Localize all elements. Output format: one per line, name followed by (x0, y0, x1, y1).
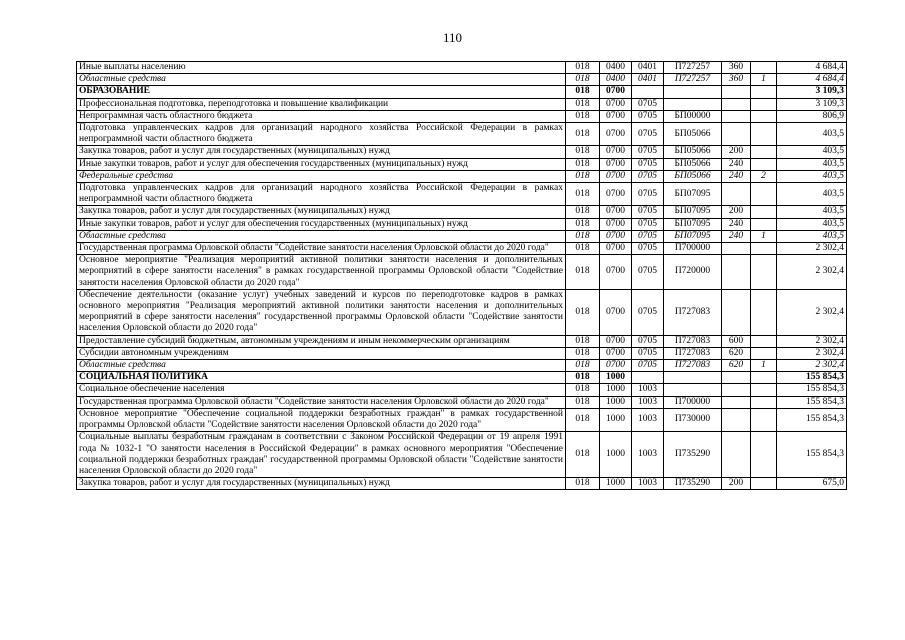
cell-ved: 018 (566, 62, 600, 74)
cell-rz: 1000 (600, 384, 632, 396)
cell-name: Социальные выплаты безработным гражданам в соответствии с Законом Российской Федерации от 19 апреля 1991 года № 1032-1 "О занятости населения в Российской Федерации" в рамках основного мероприятия "Обеспечение социальной поддержки безработных граждан" государственной программы Орловской области "Содействие занятости населения Орловской области до 2020 года" (77, 432, 566, 478)
table-row (77, 230, 847, 242)
cell-name: Социальное обеспечение населения (77, 384, 566, 396)
cell-pr: 0705 (632, 347, 664, 359)
cell-rz: 0700 (600, 183, 632, 206)
cell-name: Иные выплаты населению (77, 62, 566, 74)
cell-pr: 0705 (632, 170, 664, 182)
cell-pr: 0705 (632, 158, 664, 170)
cell-csr: БП05066 (664, 170, 722, 182)
cell-ved: 018 (566, 230, 600, 242)
cell-pr: 1003 (632, 396, 664, 408)
cell-vr: 240 (722, 158, 751, 170)
table-row (77, 183, 847, 206)
cell-sum: 155 854,3 (777, 372, 847, 384)
cell-pr: 0705 (632, 123, 664, 146)
cell-csr: П735290 (664, 432, 722, 478)
cell-ved: 018 (566, 218, 600, 230)
cell-csr: БП07095 (664, 206, 722, 218)
cell-rz: 0700 (600, 98, 632, 110)
table-row (77, 255, 847, 290)
cell-name: СОЦИАЛЬНАЯ ПОЛИТИКА (77, 372, 566, 384)
cell-csr: П730000 (664, 408, 722, 431)
cell-pr: 1003 (632, 408, 664, 431)
cell-rz: 0400 (600, 62, 632, 74)
cell-rz: 0700 (600, 86, 632, 98)
cell-vr: 240 (722, 218, 751, 230)
cell-rz: 0700 (600, 360, 632, 372)
cell-csr: БП07095 (664, 183, 722, 206)
cell-source (751, 218, 777, 230)
cell-sum: 155 854,3 (777, 384, 847, 396)
cell-sum: 806,9 (777, 110, 847, 122)
table-row (77, 347, 847, 359)
cell-vr: 200 (722, 146, 751, 158)
cell-rz: 0700 (600, 170, 632, 182)
cell-sum: 403,5 (777, 170, 847, 182)
cell-vr (722, 384, 751, 396)
cell-vr: 620 (722, 347, 751, 359)
table-row (77, 360, 847, 372)
cell-vr: 360 (722, 74, 751, 86)
cell-source (751, 86, 777, 98)
cell-ved: 018 (566, 432, 600, 478)
cell-sum: 2 302,4 (777, 347, 847, 359)
table-row (77, 289, 847, 335)
cell-pr: 1003 (632, 384, 664, 396)
cell-ved: 018 (566, 110, 600, 122)
cell-vr: 240 (722, 230, 751, 242)
cell-name: Непрограммная часть областного бюджета (77, 110, 566, 122)
cell-csr: БП05066 (664, 158, 722, 170)
cell-rz: 0700 (600, 146, 632, 158)
table-row (77, 98, 847, 110)
cell-sum: 4 684,4 (777, 74, 847, 86)
cell-source: 1 (751, 360, 777, 372)
cell-csr: П720000 (664, 255, 722, 290)
table-row (77, 170, 847, 182)
cell-name: Закупка товаров, работ и услуг для государственных (муниципальных) нужд (77, 206, 566, 218)
cell-csr (664, 86, 722, 98)
cell-vr (722, 289, 751, 335)
table-row (77, 74, 847, 86)
cell-source (751, 335, 777, 347)
cell-source: 1 (751, 230, 777, 242)
cell-source (751, 372, 777, 384)
cell-name: Иные закупки товаров, работ и услуг для обеспечения государственных (муниципальных) нужд (77, 158, 566, 170)
cell-rz: 0700 (600, 206, 632, 218)
cell-csr: БП07095 (664, 218, 722, 230)
table-row (77, 146, 847, 158)
cell-pr: 0705 (632, 206, 664, 218)
table-row (77, 335, 847, 347)
cell-sum: 3 109,3 (777, 98, 847, 110)
cell-pr: 0705 (632, 110, 664, 122)
cell-csr (664, 384, 722, 396)
table-row (77, 408, 847, 431)
cell-rz: 0700 (600, 218, 632, 230)
cell-vr (722, 110, 751, 122)
cell-rz: 1000 (600, 396, 632, 408)
cell-ved: 018 (566, 408, 600, 431)
cell-ved: 018 (566, 98, 600, 110)
page-number: 110 (442, 30, 463, 45)
cell-ved: 018 (566, 372, 600, 384)
cell-csr: БП05066 (664, 123, 722, 146)
cell-name: Государственная программа Орловской области "Содействие занятости населения Орловской области до 2020 года" (77, 243, 566, 255)
table-row (77, 218, 847, 230)
cell-vr: 600 (722, 335, 751, 347)
cell-csr: П700000 (664, 243, 722, 255)
cell-source (751, 110, 777, 122)
cell-sum: 403,5 (777, 206, 847, 218)
cell-sum: 403,5 (777, 183, 847, 206)
cell-name: Предоставление субсидий бюджетным, автономным учреждениям и иным некоммерческим организациям (77, 335, 566, 347)
cell-vr: 620 (722, 360, 751, 372)
cell-source (751, 396, 777, 408)
cell-source (751, 478, 777, 490)
cell-sum: 4 684,4 (777, 62, 847, 74)
cell-vr (722, 408, 751, 431)
cell-vr (722, 255, 751, 290)
table-row (77, 432, 847, 478)
cell-name: Основное мероприятие "Реализация мероприятий активной политики занятости населения и дополнительных мероприятий в сфере занятости населения" в рамках государственной программы Орловской области "Содействие занятости населения Орловской области до 2020 года" (77, 255, 566, 290)
cell-pr: 0705 (632, 183, 664, 206)
cell-csr (664, 372, 722, 384)
cell-csr: П735290 (664, 478, 722, 490)
cell-pr: 0705 (632, 360, 664, 372)
cell-rz: 1000 (600, 432, 632, 478)
table-row (77, 396, 847, 408)
cell-sum: 155 854,3 (777, 408, 847, 431)
cell-vr (722, 183, 751, 206)
table-row (77, 372, 847, 384)
cell-source: 2 (751, 170, 777, 182)
cell-vr (722, 396, 751, 408)
cell-csr: П727083 (664, 360, 722, 372)
cell-vr (722, 86, 751, 98)
cell-ved: 018 (566, 183, 600, 206)
cell-name: Федеральные средства (77, 170, 566, 182)
cell-source (751, 98, 777, 110)
cell-rz: 0700 (600, 110, 632, 122)
cell-rz: 0700 (600, 230, 632, 242)
cell-sum: 403,5 (777, 146, 847, 158)
cell-name: Областные средства (77, 74, 566, 86)
table-row (77, 478, 847, 490)
cell-ved: 018 (566, 158, 600, 170)
cell-name: Субсидии автономным учреждениям (77, 347, 566, 359)
cell-pr: 0401 (632, 62, 664, 74)
cell-ved: 018 (566, 347, 600, 359)
cell-source (751, 146, 777, 158)
cell-pr: 0705 (632, 243, 664, 255)
cell-pr: 0705 (632, 146, 664, 158)
cell-name: Государственная программа Орловской области "Содействие занятости населения Орловской области до 2020 года" (77, 396, 566, 408)
cell-name: Подготовка управленческих кадров для организаций народного хозяйства Российской Федерации в рамках непрограммной части областного бюджета (77, 123, 566, 146)
cell-pr: 1003 (632, 478, 664, 490)
cell-rz: 0700 (600, 347, 632, 359)
cell-ved: 018 (566, 478, 600, 490)
cell-rz: 1000 (600, 372, 632, 384)
cell-csr: БП00000 (664, 110, 722, 122)
cell-ved: 018 (566, 170, 600, 182)
cell-name: Профессиональная подготовка, переподготовка и повышение квалификации (77, 98, 566, 110)
cell-csr: П727257 (664, 62, 722, 74)
cell-name: Подготовка управленческих кадров для организаций народного хозяйства Российской Федерации в рамках непрограммной части областного бюджета (77, 183, 566, 206)
cell-vr (722, 243, 751, 255)
cell-sum: 675,0 (777, 478, 847, 490)
cell-ved: 018 (566, 206, 600, 218)
cell-csr: БП05066 (664, 146, 722, 158)
cell-vr: 360 (722, 62, 751, 74)
table-row (77, 86, 847, 98)
cell-vr (722, 432, 751, 478)
cell-ved: 018 (566, 255, 600, 290)
cell-source (751, 158, 777, 170)
cell-csr: БП07095 (664, 230, 722, 242)
cell-ved: 018 (566, 360, 600, 372)
cell-pr: 1003 (632, 432, 664, 478)
cell-rz: 0700 (600, 289, 632, 335)
cell-ved: 018 (566, 123, 600, 146)
cell-sum: 155 854,3 (777, 396, 847, 408)
cell-sum: 2 302,4 (777, 289, 847, 335)
cell-pr: 0705 (632, 218, 664, 230)
cell-sum: 403,5 (777, 123, 847, 146)
cell-csr (664, 98, 722, 110)
cell-source (751, 347, 777, 359)
cell-sum: 2 302,4 (777, 335, 847, 347)
cell-source (751, 123, 777, 146)
cell-pr: 0401 (632, 74, 664, 86)
cell-vr (722, 98, 751, 110)
cell-vr: 200 (722, 206, 751, 218)
budget-table (76, 61, 847, 490)
cell-sum: 3 109,3 (777, 86, 847, 98)
cell-source (751, 243, 777, 255)
cell-source (751, 206, 777, 218)
cell-pr: 0705 (632, 98, 664, 110)
table-row (77, 243, 847, 255)
cell-pr: 0705 (632, 255, 664, 290)
table-row (77, 384, 847, 396)
cell-sum: 403,5 (777, 158, 847, 170)
cell-csr: П727083 (664, 335, 722, 347)
cell-ved: 018 (566, 396, 600, 408)
cell-rz: 1000 (600, 478, 632, 490)
cell-ved: 018 (566, 146, 600, 158)
cell-pr: 0705 (632, 230, 664, 242)
cell-sum: 2 302,4 (777, 360, 847, 372)
cell-rz: 0700 (600, 123, 632, 146)
cell-rz: 1000 (600, 408, 632, 431)
cell-rz: 0700 (600, 243, 632, 255)
cell-csr: П727083 (664, 347, 722, 359)
cell-source (751, 183, 777, 206)
cell-vr (722, 372, 751, 384)
table-row (77, 110, 847, 122)
cell-csr: П700000 (664, 396, 722, 408)
cell-rz: 0700 (600, 255, 632, 290)
budget-table-body (77, 62, 847, 490)
cell-sum: 403,5 (777, 218, 847, 230)
cell-name: Закупка товаров, работ и услуг для государственных (муниципальных) нужд (77, 146, 566, 158)
cell-source (751, 289, 777, 335)
cell-ved: 018 (566, 289, 600, 335)
table-row (77, 62, 847, 74)
cell-source (751, 408, 777, 431)
cell-ved: 018 (566, 243, 600, 255)
cell-name: Иные закупки товаров, работ и услуг для обеспечения государственных (муниципальных) нужд (77, 218, 566, 230)
cell-ved: 018 (566, 335, 600, 347)
cell-source (751, 62, 777, 74)
table-row (77, 158, 847, 170)
cell-ved: 018 (566, 74, 600, 86)
cell-ved: 018 (566, 86, 600, 98)
cell-vr: 200 (722, 478, 751, 490)
cell-name: Областные средства (77, 360, 566, 372)
cell-vr (722, 123, 751, 146)
cell-rz: 0400 (600, 74, 632, 86)
cell-sum: 2 302,4 (777, 243, 847, 255)
table-row (77, 206, 847, 218)
cell-sum: 2 302,4 (777, 255, 847, 290)
cell-name: Основное мероприятие "Обеспечение социальной поддержки безработных граждан" в рамках государственной программы Орловской области "Содействие занятости населения Орловской области до 2020 года" (77, 408, 566, 431)
cell-name: Обеспечение деятельности (оказание услуг) учебных заведений и курсов по переподготовке кадров в рамках основного мероприятия "Реализация мероприятий активной политики занятости населения и дополнительных мероприятий в сфере занятости населения" государственной программы Орловской области "Содействие занятости населения Орловской области до 2020 года" (77, 289, 566, 335)
cell-source (751, 384, 777, 396)
cell-name: Закупка товаров, работ и услуг для государственных (муниципальных) нужд (77, 478, 566, 490)
cell-csr: П727083 (664, 289, 722, 335)
cell-sum: 403,5 (777, 230, 847, 242)
cell-name: Областные средства (77, 230, 566, 242)
cell-rz: 0700 (600, 335, 632, 347)
cell-source (751, 255, 777, 290)
cell-name: ОБРАЗОВАНИЕ (77, 86, 566, 98)
cell-vr: 240 (722, 170, 751, 182)
cell-csr: П727257 (664, 74, 722, 86)
cell-pr (632, 86, 664, 98)
cell-pr: 0705 (632, 335, 664, 347)
cell-rz: 0700 (600, 158, 632, 170)
cell-sum: 155 854,3 (777, 432, 847, 478)
cell-source (751, 432, 777, 478)
table-row (77, 123, 847, 146)
cell-pr (632, 372, 664, 384)
cell-ved: 018 (566, 384, 600, 396)
cell-source: 1 (751, 74, 777, 86)
cell-pr: 0705 (632, 289, 664, 335)
